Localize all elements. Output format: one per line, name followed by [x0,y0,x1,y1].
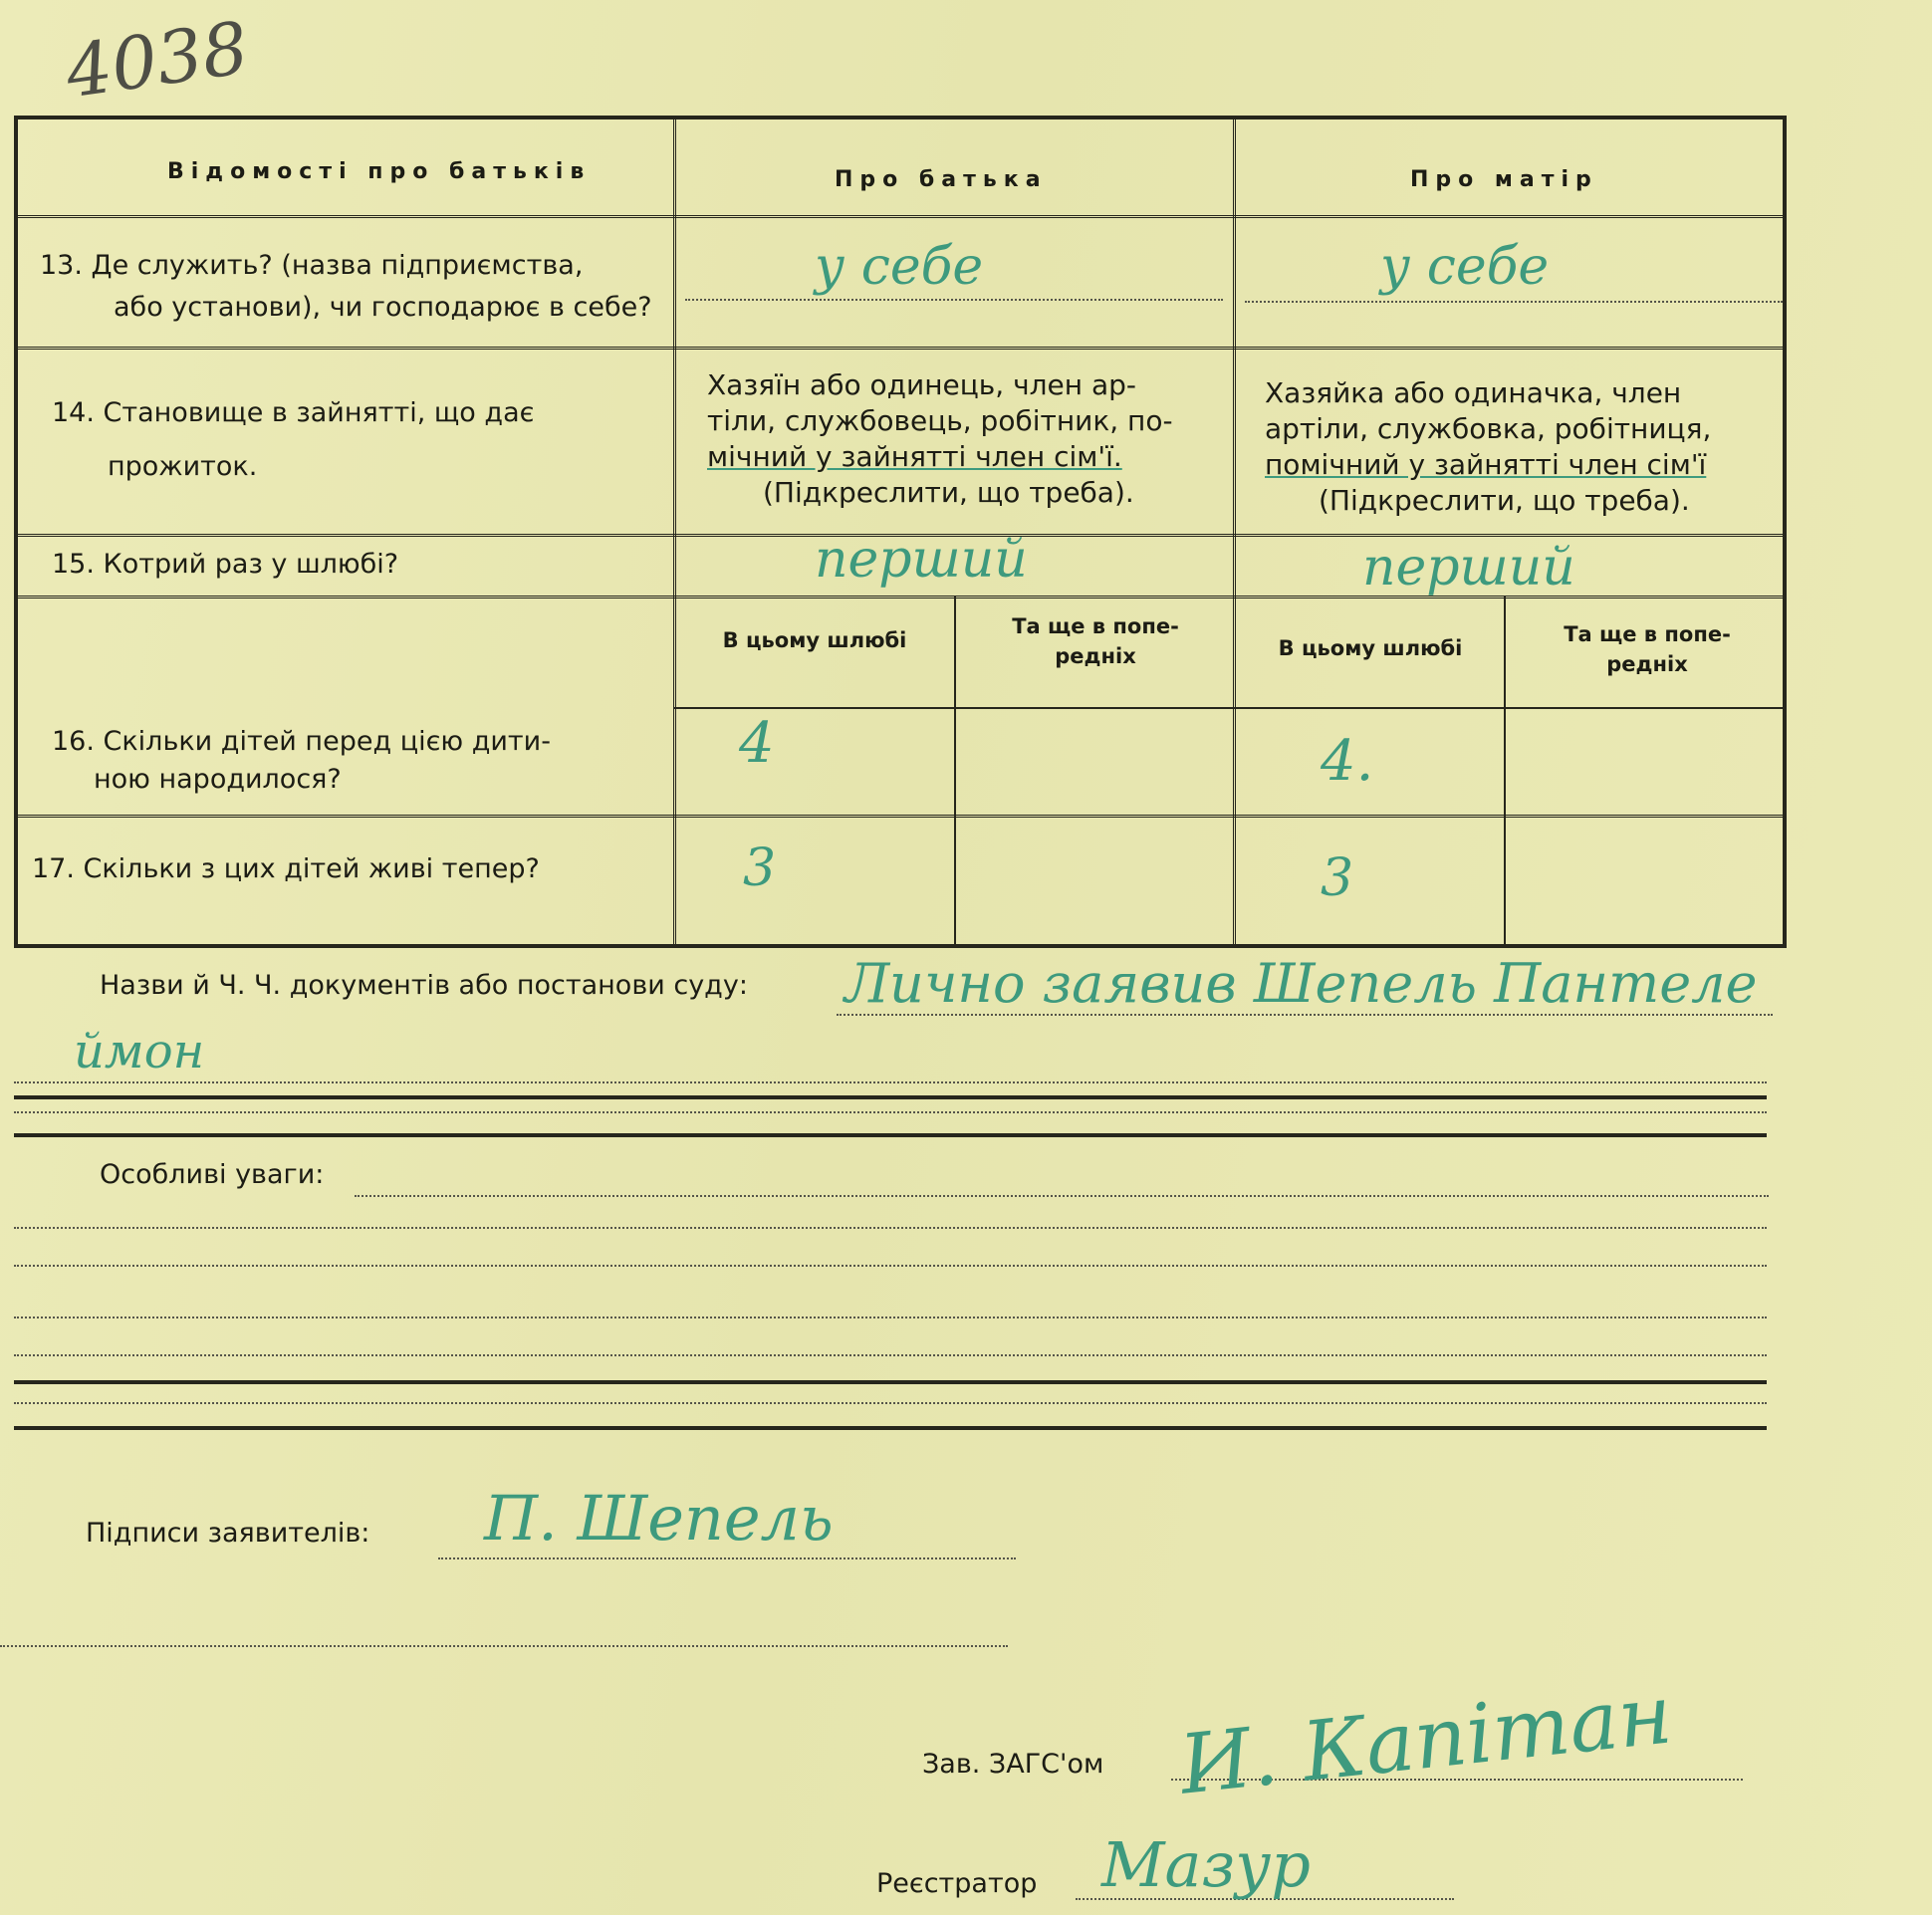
row15-label: 15. Котрий раз у шлюбі? [52,549,399,580]
documents-label: Назви й Ч. Ч. документів або постанови суду: [100,970,748,1001]
row13-label-2: або установи), чи господарює в себе? [114,292,652,323]
documents-value-2: ймон [74,1024,205,1079]
header-col3: Про матір [1410,167,1598,192]
row16-mother-prev-header-2: редніх [1606,652,1688,676]
row16-father-prev-header-1: Та ще в попе- [1012,614,1179,638]
row14-label-1: 14. Становище в зайнятті, що дає [52,397,535,428]
row13-father-value: у себе [815,237,984,297]
row14-father-2: тіли, службовець, робітник, по- [707,404,1173,437]
row16-mother-this-header: В цьому шлюбі [1278,636,1463,660]
documents-value-1: Лично заявив Шепель Пантеле [845,952,1758,1015]
row14-mother-4: (Підкреслити, що треба). [1319,484,1690,517]
row14-father-1: Хазяїн або одинець, член ар- [707,368,1137,401]
row14-father-3: мічний у зайнятті член сім'ї. [707,440,1122,473]
row16-father-prev-header-2: редніх [1055,644,1136,668]
head-signature-label: Зав. ЗАГС'ом [922,1749,1104,1780]
head-signature: И. Капітан [1175,1667,1677,1813]
registrar-signature-label: Реєстратор [876,1868,1038,1899]
remarks-label: Особливі уваги: [100,1159,325,1190]
row16-father-this-value: 4 [739,711,775,776]
registrar-signature: Мазур [1101,1828,1311,1901]
row14-mother-3: помічний у зайнятті член сім'ї [1265,448,1707,481]
row14-label-2: прожиток. [108,451,258,482]
row14-mother-1: Хазяйка або одиначка, член [1265,376,1682,409]
row16-label-2: ною народилося? [94,764,342,795]
applicants-signature: П. Шепель [484,1482,834,1555]
applicants-signature-label: Підписи заявителів: [86,1518,370,1549]
header-col1: Відомості про батьків [167,159,592,184]
corner-note: 4038 [61,5,254,115]
row17-label: 17. Скільки з цих дітей живі тепер? [32,853,540,884]
row16-label-1: 16. Скільки дітей перед цією дити- [52,726,551,757]
row13-label-1: 13. Де служить? (назва підприємства, [40,250,584,281]
row16-father-this-header: В цьому шлюбі [722,628,907,652]
row15-mother-value: перший [1362,538,1575,598]
header-col2: Про батька [835,167,1048,192]
row14-father-4: (Підкреслити, що треба). [763,476,1134,509]
row13-mother-value: у себе [1380,237,1550,297]
row16-mother-prev-header-1: Та ще в попе- [1564,622,1731,646]
row16-mother-this-value: 4. [1321,729,1374,794]
row17-mother-this-value: 3 [1321,848,1354,908]
parents-info-table [14,116,1787,948]
row15-father-value: перший [815,530,1028,590]
row14-mother-2: артіли, службовка, робітниця, [1265,412,1712,445]
row17-father-this-value: 3 [743,838,777,898]
